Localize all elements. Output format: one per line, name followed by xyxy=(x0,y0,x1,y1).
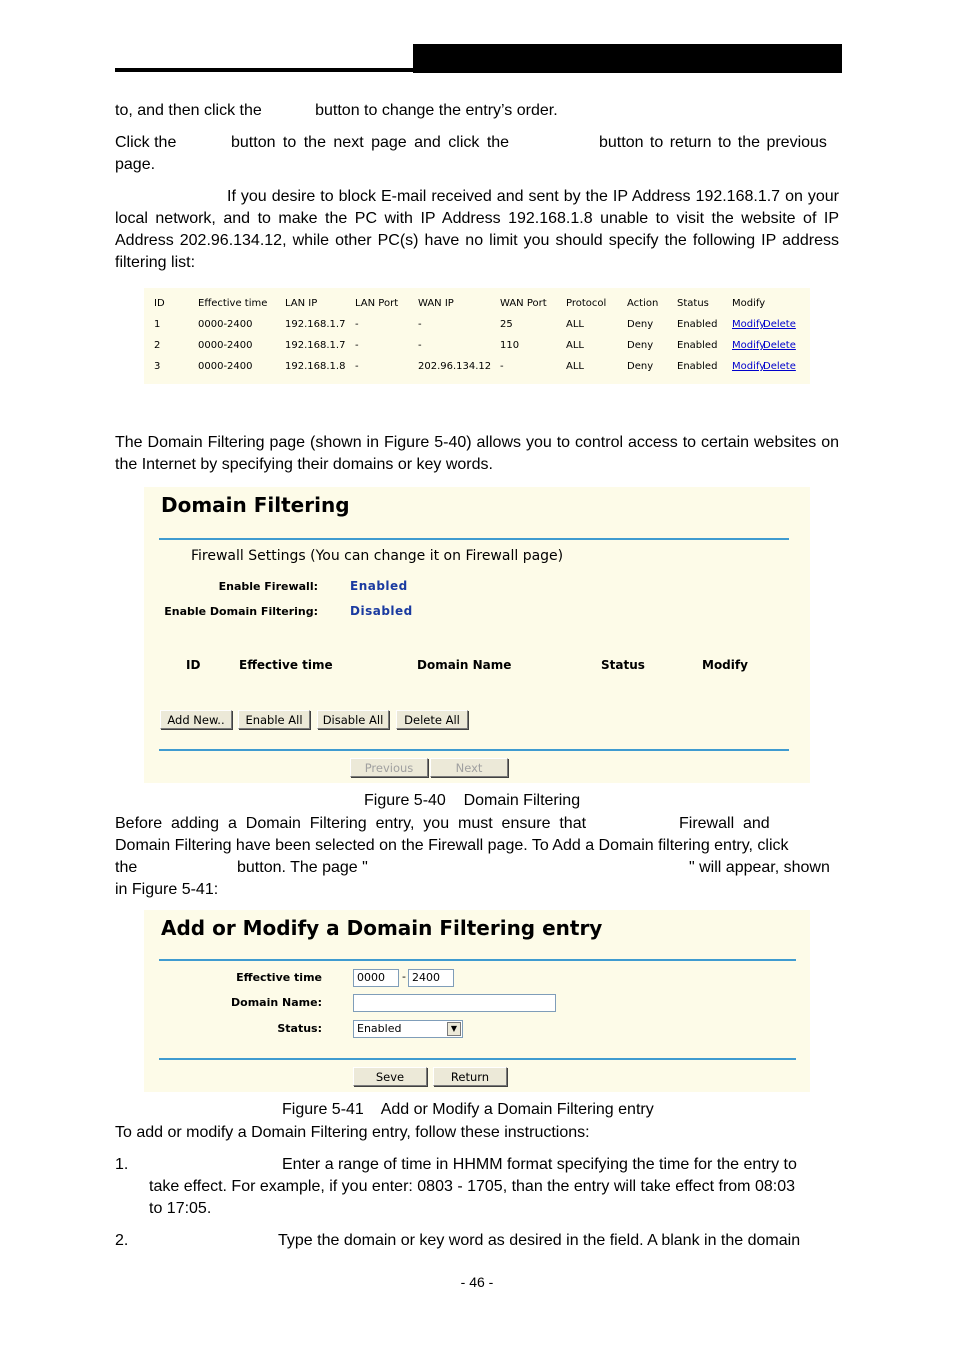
para-example: If you desire to block E-mail received and sent by the IP Address 192.168.1.7 on your local network, and to make the PC with IP Address 192.168.1.8 unable to visit the website of IP Address 202.96.134.12, while other PC(s) have no limit you should specify the following IP address filtering list: xyxy=(115,188,839,271)
step1-line-a: Enter a range of time in HHMM format specifying the time for the entry to xyxy=(282,1156,797,1173)
ip-table-cell: 192.168.1.7 xyxy=(285,340,346,351)
header-rule xyxy=(115,68,413,72)
domain-name-label: Domain Name: xyxy=(231,996,322,1009)
enable-domain-filtering-label: Enable Domain Filtering: xyxy=(164,605,318,618)
add-modify-figure xyxy=(144,910,810,1092)
step1-number: 1. xyxy=(115,1156,129,1173)
figure-40-caption: Figure 5-40 Domain Filtering xyxy=(364,792,581,809)
delete-link[interactable]: Delete xyxy=(763,361,796,372)
ip-table-cell: Enabled xyxy=(677,319,718,330)
para-click-c: button to return to the previous xyxy=(599,134,827,151)
time-separator: - xyxy=(402,970,406,983)
column-id: ID xyxy=(186,658,201,672)
status-select[interactable] xyxy=(353,1020,463,1038)
ip-table-cell: Deny xyxy=(627,340,654,351)
modify-link[interactable]: Modify xyxy=(732,361,766,372)
para-domain: The Domain Filtering page (shown in Figure 5-40) allows you to control access to certain websites on the Internet by specifying their domains or key words. xyxy=(115,434,839,473)
ip-table-header: LAN IP xyxy=(285,298,318,309)
ip-table-cell: - xyxy=(500,361,504,372)
previous-button[interactable]: Previous xyxy=(350,758,428,777)
domain-name-input[interactable] xyxy=(353,994,556,1012)
bottom-rule xyxy=(159,749,789,751)
para-before-3: Domain Filtering have been selected on the Firewall page. To Add a Domain filtering entry, click xyxy=(115,837,789,854)
ip-table-header: LAN Port xyxy=(355,298,399,309)
column-domain-name: Domain Name xyxy=(417,658,512,672)
ip-table-header: WAN IP xyxy=(418,298,454,309)
save-button[interactable]: Seve xyxy=(353,1067,427,1086)
firewall-settings-heading: Firewall Settings (You can change it on Firewall page) xyxy=(191,548,564,564)
chevron-down-icon[interactable]: ▼ xyxy=(447,1022,461,1036)
status-select-value: Enabled xyxy=(357,1022,402,1035)
ip-table-cell: 110 xyxy=(500,340,520,351)
ip-table-header: ID xyxy=(154,298,165,309)
status-label: Status: xyxy=(277,1022,322,1035)
ip-table-header: Protocol xyxy=(566,298,607,309)
delete-link[interactable]: Delete xyxy=(763,340,796,351)
return-button[interactable]: Return xyxy=(433,1067,507,1086)
effective-time-label: Effective time xyxy=(236,971,322,984)
ip-table-header: Action xyxy=(627,298,659,309)
para-instructions: To add or modify a Domain Filtering entry, follow these instructions: xyxy=(115,1124,590,1141)
para-before-4b: button. The page " xyxy=(237,859,368,876)
column-status: Status xyxy=(601,658,645,672)
step2-line-a: Type the domain or key word as desired in the field. A blank in the domain xyxy=(278,1232,801,1249)
ip-table-cell: 0000-2400 xyxy=(198,361,253,372)
para-click-d: page. xyxy=(115,156,156,173)
ip-table-cell: 192.168.1.7 xyxy=(285,319,346,330)
time-start-input[interactable]: 0000 xyxy=(353,969,399,987)
para-before-4c: " will appear, shown xyxy=(689,859,830,876)
text-line-order: to, and then click the button to change the entry’s order. xyxy=(115,102,558,119)
ip-table-cell: 25 xyxy=(500,319,513,330)
ip-table-cell: Deny xyxy=(627,361,654,372)
column-modify: Modify xyxy=(702,658,748,672)
step1-line-b: take effect. For example, if you enter: 0803 - 1705, than the entry will take effect from 08:03 xyxy=(149,1178,795,1195)
ip-table-cell: - xyxy=(355,319,359,330)
domain-filtering-figure xyxy=(144,487,810,783)
modify-link[interactable]: Modify xyxy=(732,340,766,351)
ip-filter-table xyxy=(144,288,810,384)
ip-table-cell: 1 xyxy=(154,319,161,330)
ip-table-cell: ALL xyxy=(566,361,584,372)
form-title: Add or Modify a Domain Filtering entry xyxy=(161,916,603,940)
enable-all-button[interactable]: Enable All xyxy=(238,710,310,729)
header-bar xyxy=(413,44,842,73)
para-before-5: in Figure 5-41: xyxy=(115,881,219,898)
enable-firewall-value: Enabled xyxy=(350,579,408,593)
ip-table-header: Modify xyxy=(732,298,766,309)
delete-link[interactable]: Delete xyxy=(763,319,796,330)
para-before-1: Before adding a Domain Filtering entry, you must ensure that xyxy=(115,815,587,832)
ip-table-cell: 202.96.134.12 xyxy=(418,361,492,372)
title-rule xyxy=(159,538,789,540)
ip-table-cell: 3 xyxy=(154,361,161,372)
ip-table-cell: - xyxy=(355,361,359,372)
ip-table-cell: 192.168.1.8 xyxy=(285,361,346,372)
modify-link[interactable]: Modify xyxy=(732,319,766,330)
ip-table-cell: Enabled xyxy=(677,361,718,372)
para-before-4a: the xyxy=(115,859,138,876)
ip-table-header: Status xyxy=(677,298,709,309)
enable-firewall-label: Enable Firewall: xyxy=(218,580,318,593)
ip-table-cell: Deny xyxy=(627,319,654,330)
ip-table-cell: - xyxy=(418,319,422,330)
add-new-button[interactable]: Add New.. xyxy=(160,710,232,729)
next-button[interactable]: Next xyxy=(430,758,508,777)
ip-table-cell: ALL xyxy=(566,319,584,330)
para-click-b: button to the next page and click the xyxy=(231,134,510,151)
ip-table-header: WAN Port xyxy=(500,298,547,309)
para-click-a: Click the xyxy=(115,134,177,151)
form-title-rule xyxy=(159,959,796,961)
page-title: Domain Filtering xyxy=(161,493,350,517)
step1-line-c: to 17:05. xyxy=(149,1200,212,1217)
ip-table-cell: Enabled xyxy=(677,340,718,351)
column-effective-time: Effective time xyxy=(239,658,333,672)
ip-table-cell: 0000-2400 xyxy=(198,319,253,330)
ip-table-cell: 0000-2400 xyxy=(198,340,253,351)
para-before-2: Firewall and xyxy=(679,815,770,832)
time-end-input[interactable]: 2400 xyxy=(408,969,454,987)
ip-table-cell: - xyxy=(355,340,359,351)
figure-41-caption: Figure 5-41 Add or Modify a Domain Filtering entry xyxy=(282,1101,654,1118)
ip-table-cell: ALL xyxy=(566,340,584,351)
enable-domain-filtering-value: Disabled xyxy=(350,604,413,618)
ip-table-cell: 2 xyxy=(154,340,161,351)
form-bottom-rule xyxy=(159,1058,796,1060)
delete-all-button[interactable]: Delete All xyxy=(396,710,468,729)
step2-number: 2. xyxy=(115,1232,129,1249)
ip-table-cell: - xyxy=(418,340,422,351)
ip-table-header: Effective time xyxy=(198,298,268,309)
page-number: - 46 - xyxy=(460,1274,494,1290)
disable-all-button[interactable]: Disable All xyxy=(317,710,389,729)
